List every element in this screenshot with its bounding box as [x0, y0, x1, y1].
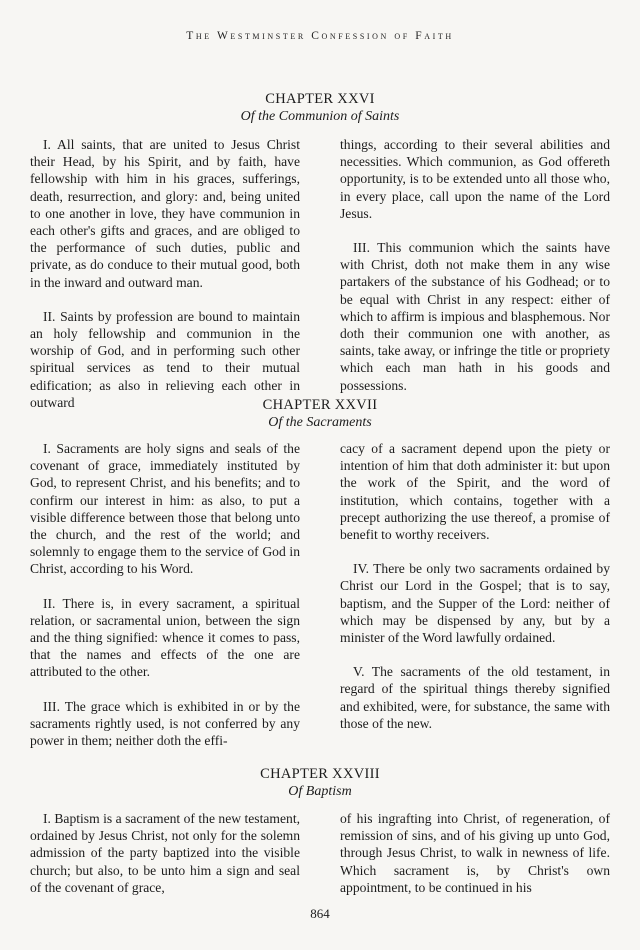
- chapter-26-heading: [0, 91, 640, 125]
- paragraph: things, according to their several abilities and necessities. Which communion, as God offereth opportunity, is to be extended unto all those who, in every place, call upon the name of the Lord Jesus.: [340, 137, 610, 221]
- paragraph: I. Baptism is a sacrament of the new testament, ordained by Jesus Christ, not only for the solemn admission of the party baptized into the visible church; but also, to be unto him a sign and seal of the covenant of grace,: [30, 811, 300, 895]
- paragraph: II. Saints by profession are bound to maintain an holy fellowship and communion in the worship of God, and in performing such other spiritual services as tend to their mutual edification; as also in relieving each other in outward: [30, 308, 300, 410]
- paragraph: III. The grace which is exhibited in or by the sacraments rightly used, is not conferred by any power in them; neither doth the effi-: [30, 698, 300, 749]
- chapter-title: CHAPTER XXVIII: [260, 766, 380, 782]
- page-number: 864: [310, 906, 330, 921]
- paragraph: of his ingrafting into Christ, of regeneration, of remission of sins, and of his giving up unto God, through Jesus Christ, to walk in newness of life. Which sacrament is, by Christ's own appointment, to be continued in his: [340, 811, 610, 895]
- chapter-26-body: [30, 136, 610, 411]
- chapter-27-heading: [0, 397, 640, 431]
- paragraph: III. This communion which the saints have with Christ, doth not make them in any wise partakers of the substance of his Godhead; or to be equal with Christ in any respect: either of which to affirm is impious and blasphemous. Nor doth their communion one with another, as saints, take away, or infringe the title or propriety which each man hath in his goods and possessions.: [340, 240, 610, 393]
- paragraph: I. All saints, that are united to Jesus Christ their Head, by his Spirit, and by faith, have fellowship with him in his graces, sufferings, death, resurrection, and glory: and, being united to one another in love, they have communion in each other's gifts and graces, and are obliged to the performance of such duties, public and private, as do conduce to their mutual good, both in the inward and outward man.: [30, 137, 300, 290]
- paragraph: V. The sacraments of the old testament, in regard of the spiritual things thereby signified and exhibited, were, for substance, the same with those of the new.: [340, 664, 610, 731]
- paragraph: cacy of a sacrament depend upon the piety or intention of him that doth administer it: but upon the work of the Spirit, and the word of institution, which contains, together with a precept authorizing the use thereof, a promise of benefit to worthy receivers.: [340, 441, 610, 543]
- paragraph: I. Sacraments are holy signs and seals of the covenant of grace, immediately instituted by God, to represent Christ, and his benefits; and to confirm our interest in him: as also, to put a visible difference between those that belong unto the church, and the rest of the world; and solemnly to engage them to the service of God in Christ, according to his Word.: [30, 441, 300, 577]
- left-column: [30, 810, 300, 896]
- running-head: The Westminster Confession of Faith: [186, 30, 454, 42]
- chapter-title: CHAPTER XXVI: [265, 91, 375, 107]
- left-column: [30, 440, 300, 749]
- chapter-27-body: [30, 440, 610, 749]
- chapter-subtitle: Of the Sacraments: [268, 415, 372, 430]
- chapter-subtitle: Of the Communion of Saints: [240, 109, 400, 124]
- right-column: [340, 440, 610, 749]
- left-column: [30, 136, 300, 411]
- right-column: [340, 810, 610, 896]
- right-column: [340, 136, 610, 411]
- paragraph: IV. There be only two sacraments ordained by Christ our Lord in the Gospel; that is to say, baptism, and the Supper of the Lord: neither of which may be dispensed by any, but by a minister of the Word lawfully ordained.: [340, 561, 610, 646]
- chapter-subtitle: Of Baptism: [288, 784, 352, 799]
- chapter-28-heading: [0, 766, 640, 800]
- chapter-28-body: [30, 810, 610, 896]
- paragraph: II. There is, in every sacrament, a spiritual relation, or sacramental union, between the sign and the thing signified: whence it comes to pass, that the names and effects of the one are attributed to the other.: [30, 595, 300, 680]
- chapter-title: CHAPTER XXVII: [262, 397, 378, 413]
